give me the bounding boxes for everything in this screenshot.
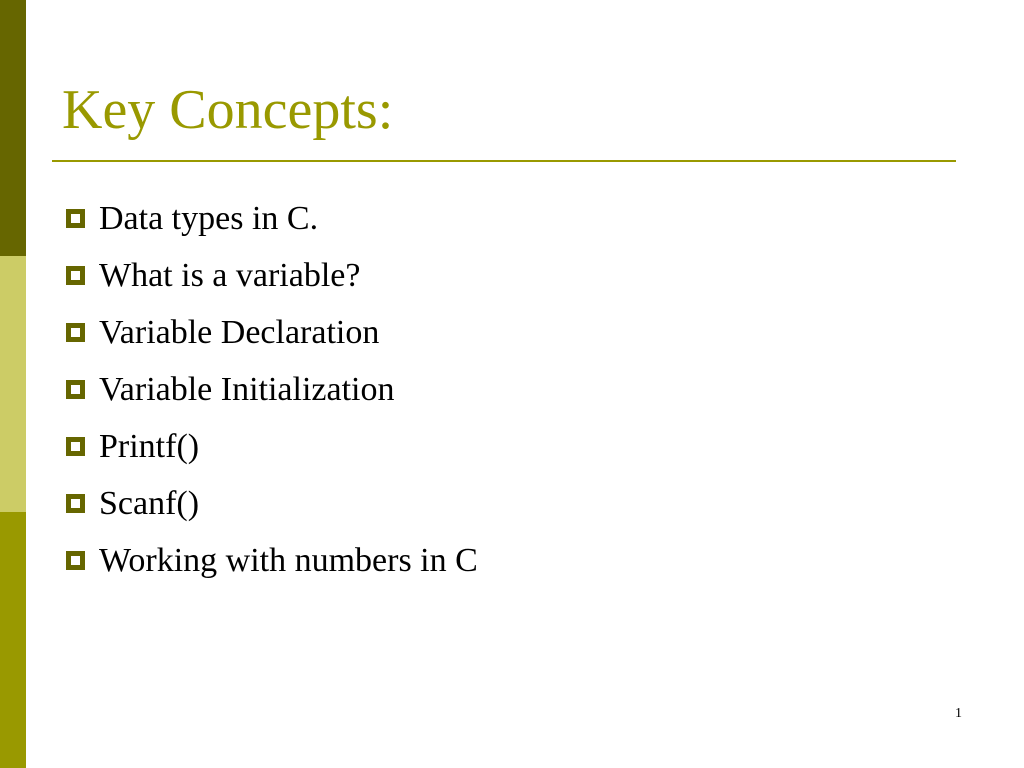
bullet-text: Working with numbers in C — [99, 541, 478, 579]
side-bar-olive — [0, 512, 26, 768]
bullet-list — [64, 190, 478, 589]
bullet-item-declaration — [64, 304, 478, 361]
bullet-text: Scanf() — [99, 484, 200, 522]
hollow-square-icon — [66, 323, 85, 342]
hollow-square-icon — [66, 551, 85, 570]
page-number: 1 — [955, 706, 962, 721]
title-divider — [52, 160, 956, 162]
slide-title: Key Concepts: — [62, 79, 394, 141]
bullet-text: Variable Initialization — [99, 370, 395, 408]
hollow-square-icon — [66, 209, 85, 228]
bullet-item-data-types — [64, 190, 478, 247]
side-bar-dark — [0, 0, 26, 256]
bullet-item-initialization — [64, 361, 478, 418]
hollow-square-icon — [66, 494, 85, 513]
hollow-square-icon — [66, 437, 85, 456]
bullet-item-printf — [64, 418, 478, 475]
bullet-text: Variable Declaration — [99, 313, 380, 351]
bullet-item-variable — [64, 247, 478, 304]
bullet-text: What is a variable? — [99, 256, 361, 294]
bullet-item-scanf — [64, 475, 478, 532]
hollow-square-icon — [66, 266, 85, 285]
bullet-text: Printf() — [99, 427, 200, 465]
bullet-item-numbers — [64, 532, 478, 589]
side-bar-light — [0, 256, 26, 512]
hollow-square-icon — [66, 380, 85, 399]
bullet-text: Data types in C. — [99, 199, 319, 237]
